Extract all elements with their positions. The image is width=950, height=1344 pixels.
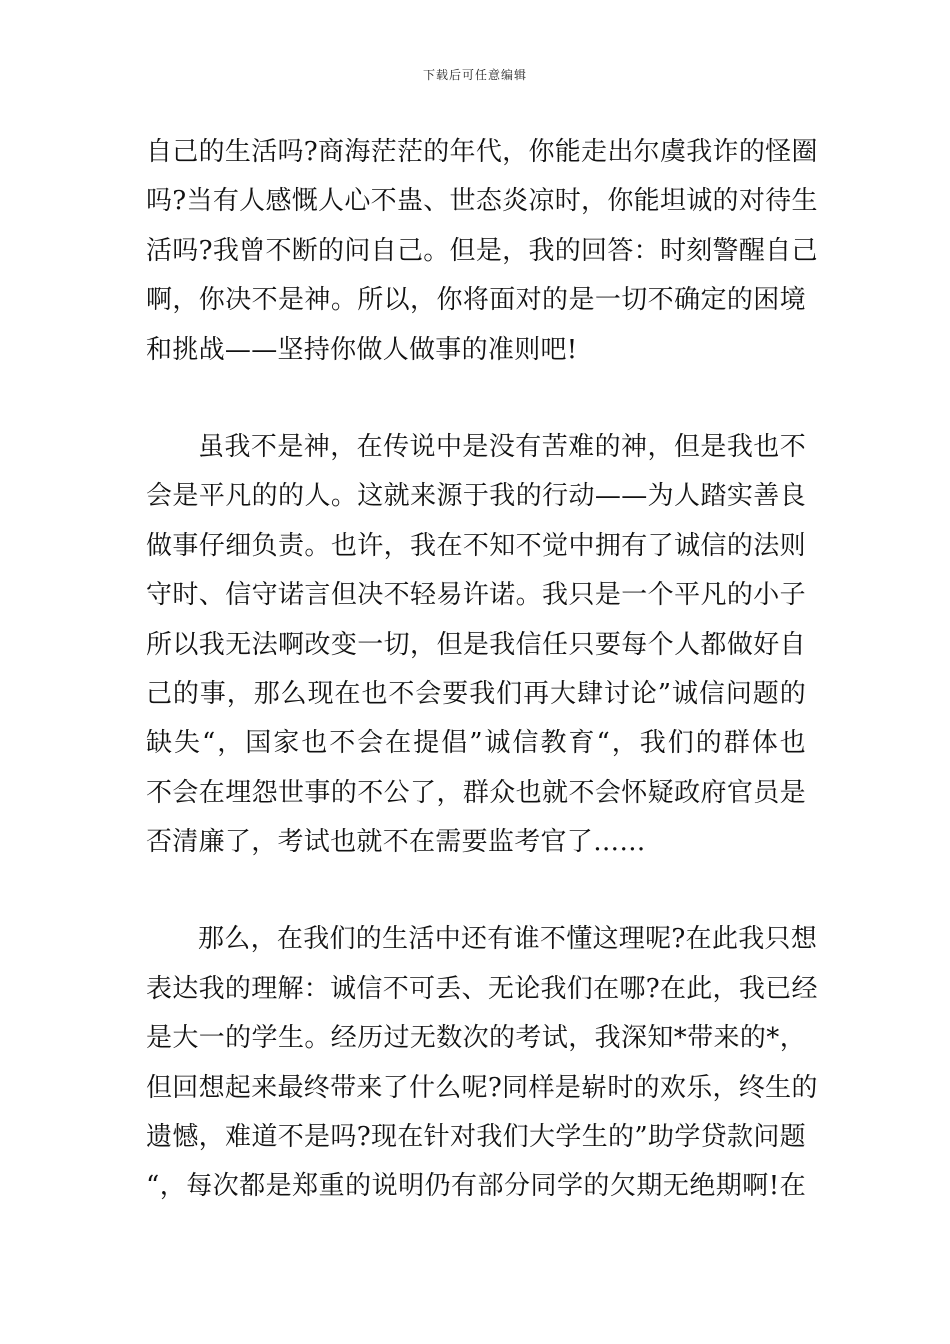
paragraph-3 <box>146 915 818 1211</box>
text-line: 表达我的理解：诚信不可丢、无论我们在哪?在此，我已经 <box>146 973 818 1004</box>
text-line: 所以我无法啊改变一切，但是我信任只要每个人都做好自 <box>146 629 806 660</box>
text-line: 和挑战——坚持你做人做事的准则吧! <box>146 334 578 365</box>
paragraph-spacer <box>146 867 806 915</box>
page-header: 下载后可任意编辑 <box>422 68 527 82</box>
text-line: 是大一的学生。经历过无数次的考试，我深知*带来的*， <box>146 1023 806 1054</box>
text-line: 缺失“，国家也不会在提倡”诚信教育“，我们的群体也 <box>146 728 806 759</box>
paragraph-1 <box>146 128 818 375</box>
paragraph-spacer <box>146 375 806 423</box>
paragraph-2 <box>146 423 806 868</box>
text-line: 自己的生活吗?商海茫茫的年代，你能走出尔虞我诈的怪圈 <box>146 137 818 167</box>
text-line: 活吗?我曾不断的问自己。但是，我的回答：时刻警醒自己 <box>146 235 818 266</box>
text-line: 吗?当有人感慨人心不蛊、世态炎凉时，你能坦诚的对待生 <box>146 186 818 217</box>
text-line: 虽我不是神，在传说中是没有苦难的神，但是我也不 <box>198 431 806 462</box>
text-line: 会是平凡的的人。这就来源于我的行动——为人踏实善良 <box>146 481 806 512</box>
text-line: 不会在埋怨世事的不公了，群众也就不会怀疑政府官员是 <box>146 777 806 808</box>
text-line: 己的事，那么现在也不会要我们再大肆讨论”诚信问题的 <box>146 678 806 709</box>
document-body <box>146 128 818 1212</box>
text-line: 做事仔细负责。也许，我在不知不觉中拥有了诚信的法则 <box>146 530 806 561</box>
text-line: 守时、信守诺言但决不轻易许诺。我只是一个平凡的小子 <box>146 580 806 611</box>
text-line: “，每次都是郑重的说明仍有部分同学的欠期无绝期啊!在 <box>146 1171 806 1202</box>
text-line: 啊，你决不是神。所以，你将面对的是一切不确定的困境 <box>146 285 806 316</box>
text-line: 否清廉了，考试也就不在需要监考官了…… <box>146 827 646 858</box>
text-line: 遗憾，难道不是吗?现在针对我们大学生的”助学贷款问题 <box>146 1122 806 1153</box>
text-line: 但回想起来最终带来了什么呢?同样是崭时的欢乐，终生的 <box>146 1072 818 1103</box>
text-line: 那么，在我们的生活中还有谁不懂这理呢?在此我只想 <box>198 924 818 955</box>
